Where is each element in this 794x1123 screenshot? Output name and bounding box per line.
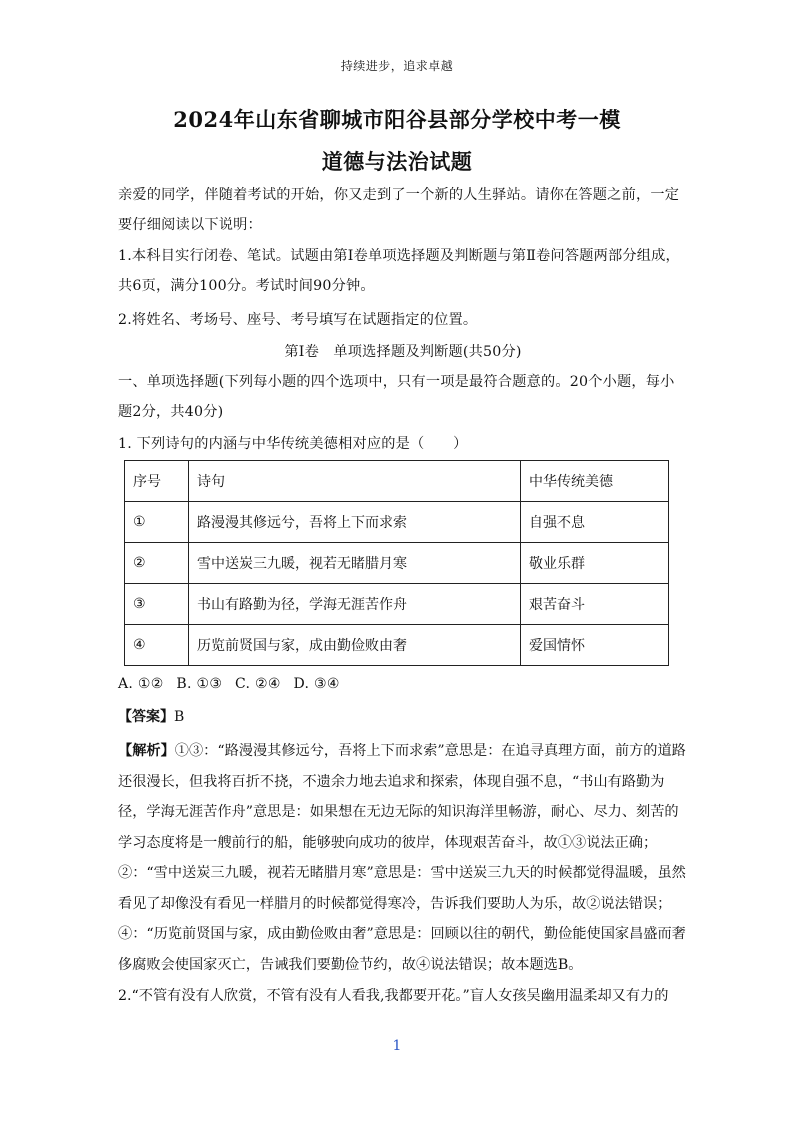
instruction-2: 2.将姓名、考场号、座号、考号填写在试题指定的位置。 bbox=[118, 312, 478, 328]
row-verse: 雪中送炭三九暖，视若无睹腊月寒 bbox=[189, 543, 521, 584]
table-row bbox=[125, 502, 669, 543]
row-virtue: 敬业乐群 bbox=[521, 543, 669, 584]
option-b: B. ①③ bbox=[176, 676, 223, 692]
question-1-options bbox=[118, 676, 348, 692]
row-virtue: 爱国情怀 bbox=[521, 625, 669, 666]
question-1-analysis bbox=[118, 736, 688, 980]
option-a: A. ①② bbox=[118, 676, 164, 692]
row-number: ④ bbox=[125, 625, 189, 666]
column-header-number: 序号 bbox=[125, 461, 189, 502]
question-2-stem: 2.“不管有没有人欣赏，不管有没有人看我,我都要开花。”盲人女孩吴幽用温柔却又有力的 bbox=[118, 988, 669, 1004]
question-1-table bbox=[124, 460, 669, 666]
page-header-motto: 持续进步，追求卓越 bbox=[340, 59, 454, 73]
instruction-1: 1.本科目实行闭卷、笔试。试题由第Ⅰ卷单项选择题及判断题与第Ⅱ卷问答题两部分组成，共6页，满分100分。考试时间90分钟。 bbox=[118, 248, 680, 294]
option-c: C. ②④ bbox=[234, 676, 281, 692]
exam-title: 2024年山东省聊城市阳谷县部分学校中考一模 bbox=[173, 107, 621, 132]
row-virtue: 自强不息 bbox=[521, 502, 669, 543]
answer-label: 【答案】 bbox=[118, 709, 174, 725]
row-verse: 历览前贤国与家，成由勤俭败由奢 bbox=[189, 625, 521, 666]
row-number: ① bbox=[125, 502, 189, 543]
question-1-answer bbox=[118, 706, 184, 726]
answer-value: B bbox=[174, 709, 185, 725]
question-1-stem: 1. 下列诗句的内涵与中华传统美德相对应的是（ ） bbox=[118, 436, 468, 452]
row-number: ② bbox=[125, 543, 189, 584]
intro-greeting: 亲爱的同学，伴随着考试的开始，你又走到了一个新的人生驿站。请你在答题之前，一定要仔细阅读以下说明： bbox=[118, 187, 680, 233]
page-number: 1 bbox=[392, 1038, 402, 1054]
column-header-virtue: 中华传统美德 bbox=[521, 461, 669, 502]
analysis-label: 【解析】 bbox=[118, 743, 175, 759]
table-header-row bbox=[125, 461, 669, 502]
section-heading: 第Ⅰ卷 单项选择题及判断题(共50分) bbox=[284, 344, 522, 360]
row-verse: 路漫漫其修远兮，吾将上下而求索 bbox=[189, 502, 521, 543]
analysis-text: ①③：“路漫漫其修远兮，吾将上下而求索”意思是：在追寻真理方面，前方的道路还很漫长，但我将百折不挠，不遗余力地去追求和探索，体现自强不息，“书山有路勤为径，学海无涯苦作舟”意思是：如果想在无边无际的知识海洋里畅游，耐心、尽力、刻苦的学习态度将是一艘前行的船，能够驶向成功的彼岸，体现艰苦奋斗，故①③说法正确；②：“雪中送炭三九暖，视若无睹腊月寒”意思是：雪中送炭三九天的时候都觉得温暖，虽然看见了却像没有看见一样腊月的时候都觉得寒冷，告诉我们要助人为乐，故②说法错误；④：“历览前贤国与家，成由勤俭败由奢”意思是：回顾以往的朝代，勤俭能使国家昌盛而奢侈腐败会使国家灭亡，告诫我们要勤俭节约，故④说法错误；故本题选B。 bbox=[118, 743, 686, 973]
table-row bbox=[125, 625, 669, 666]
row-number: ③ bbox=[125, 584, 189, 625]
row-verse: 书山有路勤为径，学海无涯苦作舟 bbox=[189, 584, 521, 625]
row-virtue: 艰苦奋斗 bbox=[521, 584, 669, 625]
table-row bbox=[125, 584, 669, 625]
table-row bbox=[125, 543, 669, 584]
part-one-instructions: 一、单项选择题(下列每小题的四个选项中，只有一项是最符合题意的。20个小题，每小题2分，共40分) bbox=[118, 374, 675, 420]
exam-subject-title: 道德与法治试题 bbox=[321, 149, 473, 174]
column-header-verse: 诗句 bbox=[189, 461, 521, 502]
option-d: D. ③④ bbox=[293, 676, 340, 692]
